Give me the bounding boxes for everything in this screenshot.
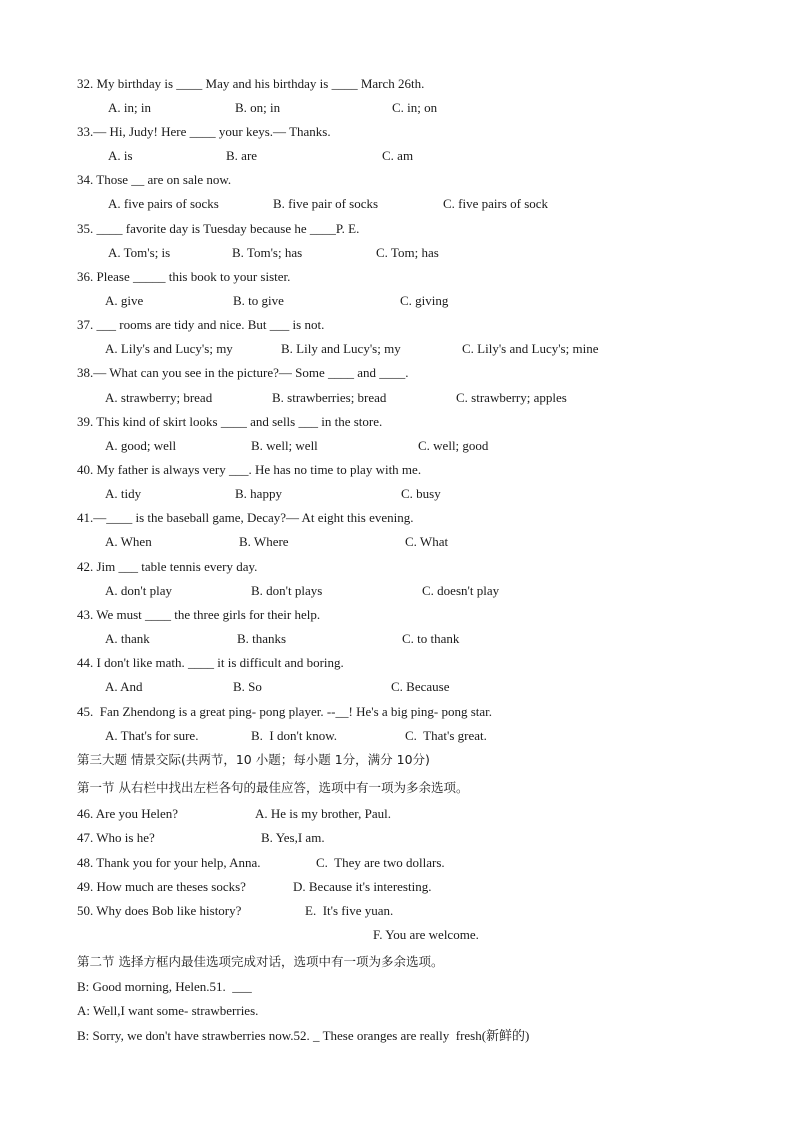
option-b: B. strawberries; bread [272, 390, 387, 405]
option-a: A. Tom's; is [108, 245, 171, 260]
option-b: B. Where [239, 534, 289, 549]
option-c: C. busy [401, 486, 441, 501]
option-b: B. to give [233, 293, 284, 308]
option-a: A. five pairs of socks [108, 196, 219, 211]
option-b: B. Tom's; has [232, 245, 303, 260]
question-stem: 41.—____ is the baseball game, Decay?— At eight this evening. [77, 510, 414, 525]
matching-left: 47. Who is he? [77, 830, 155, 845]
question-stem: 43. We must ____ the three girls for their help. [77, 607, 321, 622]
matching-right: B. Yes,I am. [261, 830, 325, 845]
matching-right: A. He is my brother, Paul. [255, 806, 391, 821]
option-a: A. give [105, 293, 144, 308]
matching-right: C. They are two dollars. [316, 855, 445, 870]
option-c: C. five pairs of sock [443, 196, 549, 211]
matching-extra-option: F. You are welcome. [373, 927, 479, 942]
option-c: C. doesn't play [422, 583, 500, 598]
question-stem: 45. Fan Zhendong is a great ping- pong player. --__! He's a big ping- pong star. [77, 704, 493, 719]
option-b: B. five pair of socks [273, 196, 379, 211]
option-a: A. is [108, 148, 133, 163]
question-stem: 34. Those __ are on sale now. [77, 172, 232, 187]
option-a: A. good; well [105, 438, 177, 453]
matching-left: 50. Why does Bob like history? [77, 903, 242, 918]
dialogue-line: B: Good morning, Helen.51. ___ [77, 979, 252, 994]
dialogue-line: B: Sorry, we don't have strawberries now.52. _ These oranges are really fresh(新鲜的) [77, 1028, 530, 1043]
option-a: A. Lily's and Lucy's; my [105, 341, 233, 356]
option-c: C. well; good [418, 438, 489, 453]
dialogue-line: A: Well,I want some- strawberries. [77, 1003, 259, 1018]
option-c: C. giving [400, 293, 449, 308]
option-a: A. strawberry; bread [105, 390, 213, 405]
option-c: C. strawberry; apples [456, 390, 567, 405]
option-a: A. That's for sure. [105, 728, 199, 743]
option-c: C. What [405, 534, 449, 549]
option-b: B. happy [235, 486, 282, 501]
option-b: B. I don't know. [251, 728, 337, 743]
question-stem: 39. This kind of skirt looks ____ and sells ___ in the store. [77, 414, 383, 429]
question-stem: 35. ____ favorite day is Tuesday because he ____P. E. [77, 221, 360, 236]
question-stem: 44. I don't like math. ____ it is difficult and boring. [77, 655, 344, 670]
question-stem: 38.— What can you see in the picture?— Some ____ and ____. [77, 365, 409, 380]
question-stem: 40. My father is always very ___. He has no time to play with me. [77, 462, 422, 477]
option-a: A. tidy [105, 486, 142, 501]
question-stem: 32. My birthday is ____ May and his birthday is ____ March 26th. [77, 76, 425, 91]
question-stem: 37. ___ rooms are tidy and nice. But ___ is not. [77, 317, 325, 332]
option-a: A. in; in [108, 100, 151, 115]
matching-left: 49. How much are theses socks? [77, 879, 246, 894]
option-a: A. And [105, 679, 143, 694]
matching-right: E. It's five yuan. [305, 903, 394, 918]
option-b: B. well; well [251, 438, 318, 453]
option-a: A. When [105, 534, 152, 549]
option-c: C. am [382, 148, 414, 163]
question-stem: 42. Jim ___ table tennis every day. [77, 559, 258, 574]
option-b: B. are [226, 148, 258, 163]
question-stem: 36. Please _____ this book to your sister. [77, 269, 291, 284]
option-a: A. thank [105, 631, 150, 646]
section-title: 第三大题 情景交际(共两节，10 小题；每小题 1分，满分 10分) [77, 752, 430, 767]
option-c: C. to thank [402, 631, 460, 646]
option-b: B. don't plays [251, 583, 323, 598]
part1-title: 第一节 从右栏中找出左栏各句的最佳应答，选项中有一项为多余选项。 [77, 780, 469, 795]
question-stem: 33.— Hi, Judy! Here ____ your keys.— Thanks. [77, 124, 331, 139]
option-c: C. Tom; has [376, 245, 439, 260]
option-a: A. don't play [105, 583, 172, 598]
matching-left: 48. Thank you for your help, Anna. [77, 855, 261, 870]
option-c: C. in; on [392, 100, 438, 115]
option-c: C. Lily's and Lucy's; mine [462, 341, 599, 356]
option-b: B. So [233, 679, 262, 694]
part2-title: 第二节 选择方框内最佳选项完成对话，选项中有一项为多余选项。 [77, 954, 444, 969]
option-b: B. thanks [237, 631, 287, 646]
option-c: C. Because [391, 679, 450, 694]
option-b: B. Lily and Lucy's; my [281, 341, 401, 356]
matching-right: D. Because it's interesting. [293, 879, 432, 894]
option-b: B. on; in [235, 100, 281, 115]
option-c: C. That's great. [405, 728, 487, 743]
matching-left: 46. Are you Helen? [77, 806, 179, 821]
